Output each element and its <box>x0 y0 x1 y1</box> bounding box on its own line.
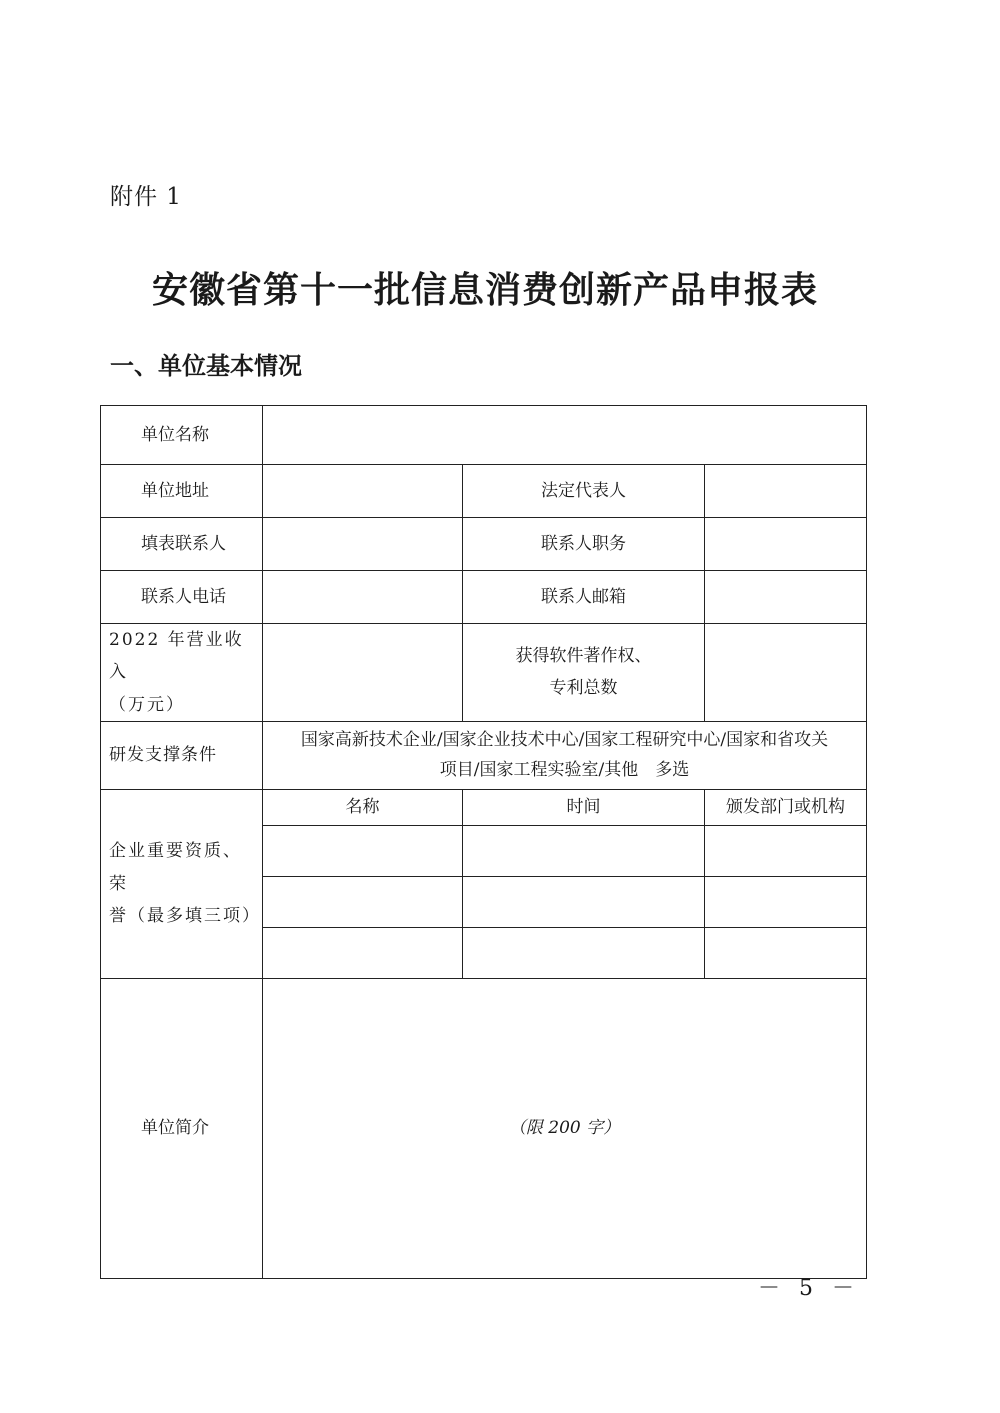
row-honors-header <box>101 789 867 825</box>
software-patents-label <box>463 624 705 722</box>
unit-name-label: 单位名称 <box>101 406 263 465</box>
revenue-field[interactable] <box>263 624 463 722</box>
section-heading: 一、单位基本情况 <box>110 352 302 380</box>
honor-1-issuer-field[interactable] <box>705 825 867 876</box>
row-contact-phone <box>101 571 867 624</box>
honor-2-issuer-field[interactable] <box>705 876 867 927</box>
honors-col-name: 名称 <box>263 789 463 825</box>
document-title: 安徽省第十一批信息消费创新产品申报表 <box>151 270 818 311</box>
page-number: － 5 － <box>758 1276 860 1301</box>
honor-3-issuer-field[interactable] <box>705 927 867 978</box>
contact-person-label: 填表联系人 <box>101 518 263 571</box>
unit-intro-label: 单位简介 <box>101 978 263 1278</box>
rnd-support-options[interactable] <box>263 721 867 789</box>
contact-title-label: 联系人职务 <box>463 518 705 571</box>
unit-name-field[interactable] <box>263 406 867 465</box>
honors-label-line2: 誉（最多填三项） <box>109 906 261 927</box>
revenue-label-line2: （万元） <box>109 694 185 715</box>
revenue-label-line1: 2022 年营业收入 <box>109 630 244 683</box>
row-unit-address <box>101 465 867 518</box>
honor-2-name-field[interactable] <box>263 876 463 927</box>
unit-address-label: 单位地址 <box>101 465 263 518</box>
unit-info-table <box>100 405 867 1279</box>
rnd-options-line2: 项目/国家工程实验室/其他 多选 <box>439 760 690 781</box>
rnd-support-label: 研发支撑条件 <box>101 721 263 789</box>
honor-3-name-field[interactable] <box>263 927 463 978</box>
row-revenue <box>101 624 867 722</box>
unit-address-field[interactable] <box>263 465 463 518</box>
contact-email-field[interactable] <box>705 571 867 624</box>
row-contact-person <box>101 518 867 571</box>
unit-intro-field[interactable] <box>263 978 867 1278</box>
row-unit-intro <box>101 978 867 1278</box>
row-unit-name <box>101 406 867 465</box>
honor-3-time-field[interactable] <box>463 927 705 978</box>
contact-person-field[interactable] <box>263 518 463 571</box>
unit-intro-hint: （限 200 字） <box>508 1118 621 1139</box>
honors-col-issuer: 颁发部门或机构 <box>705 789 867 825</box>
rnd-options-line1: 国家高新技术企业/国家企业技术中心/国家工程研究中心/国家和省攻关 <box>300 729 829 750</box>
contact-phone-field[interactable] <box>263 571 463 624</box>
honor-1-time-field[interactable] <box>463 825 705 876</box>
honors-col-time: 时间 <box>463 789 705 825</box>
contact-phone-label: 联系人电话 <box>101 571 263 624</box>
software-patents-field[interactable] <box>705 624 867 722</box>
legal-rep-field[interactable] <box>705 465 867 518</box>
software-patents-line2: 专利总数 <box>549 678 618 699</box>
honor-1-name-field[interactable] <box>263 825 463 876</box>
honor-2-time-field[interactable] <box>463 876 705 927</box>
software-patents-line1: 获得软件著作权、 <box>515 646 652 667</box>
contact-title-field[interactable] <box>705 518 867 571</box>
revenue-label <box>101 624 263 722</box>
row-rnd-support <box>101 721 867 789</box>
legal-rep-label: 法定代表人 <box>463 465 705 518</box>
honors-label <box>101 789 263 978</box>
contact-email-label: 联系人邮箱 <box>463 571 705 624</box>
attachment-label: 附件 1 <box>110 184 182 210</box>
honors-label-line1: 企业重要资质、荣 <box>109 841 242 894</box>
